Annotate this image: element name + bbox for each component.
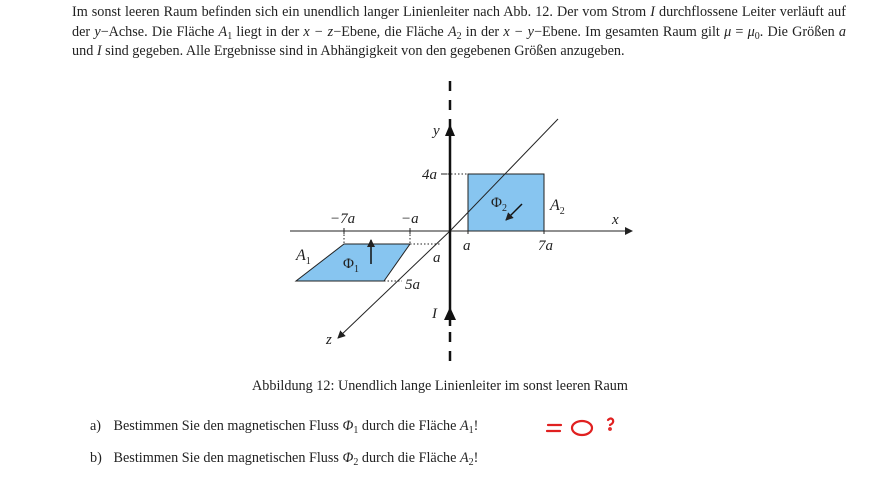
label-a1: $A_1$ <box>296 247 311 267</box>
question-b: b) Bestimmen Sie den magnetischen Fluss $\Phi_2$ durch die Fläche $A_2$! <box>90 450 479 468</box>
label-y: y <box>433 123 440 139</box>
conductor-figure <box>260 78 660 368</box>
label-current-i: I <box>432 306 437 322</box>
label-a-x: a <box>463 238 471 254</box>
label-5a: 5a <box>405 277 420 293</box>
question-a: a) Bestimmen Sie den magnetischen Fluss $\Phi_1$ durch die Fläche $A_1$! <box>90 418 479 436</box>
current-arrow <box>444 307 456 320</box>
label-phi2: $\Phi_2$ <box>491 195 507 214</box>
label-a2: $A_2$ <box>550 197 565 217</box>
label-7a: 7a <box>538 238 553 254</box>
label-minus-7a: −7a <box>330 211 356 227</box>
label-x: x <box>612 212 619 228</box>
label-4a: 4a <box>422 167 437 183</box>
y-axis-arrow <box>445 124 455 136</box>
problem-statement: Im sonst leeren Raum befinden sich ein unendlich langer Linienleiter nach Abb. 12. Der vom Strom I durchflossene Leiter verläuft auf der y−Achse. Die Fläche $A_1$ liegt in der x − z−Ebene, die Fläche $A_2$ in der x − y−Ebene. Im gesamten Raum gilt $\mu = \mu_0$. Die Größen a und I sind gegeben. Alle Ergebnisse sind in Abhängigkeit von den gegebenen Größen anzugeben. <box>72 4 847 59</box>
label-minus-a: −a <box>401 211 419 227</box>
handwritten-annotation <box>544 414 624 440</box>
label-phi1: $\Phi_1$ <box>343 256 359 275</box>
label-a-z: a <box>433 250 441 266</box>
label-z: z <box>326 332 332 348</box>
figure-caption: Abbildung 12: Unendlich lange Linienleiter im sonst leeren Raum <box>252 378 628 394</box>
annotation-marks <box>547 419 613 436</box>
